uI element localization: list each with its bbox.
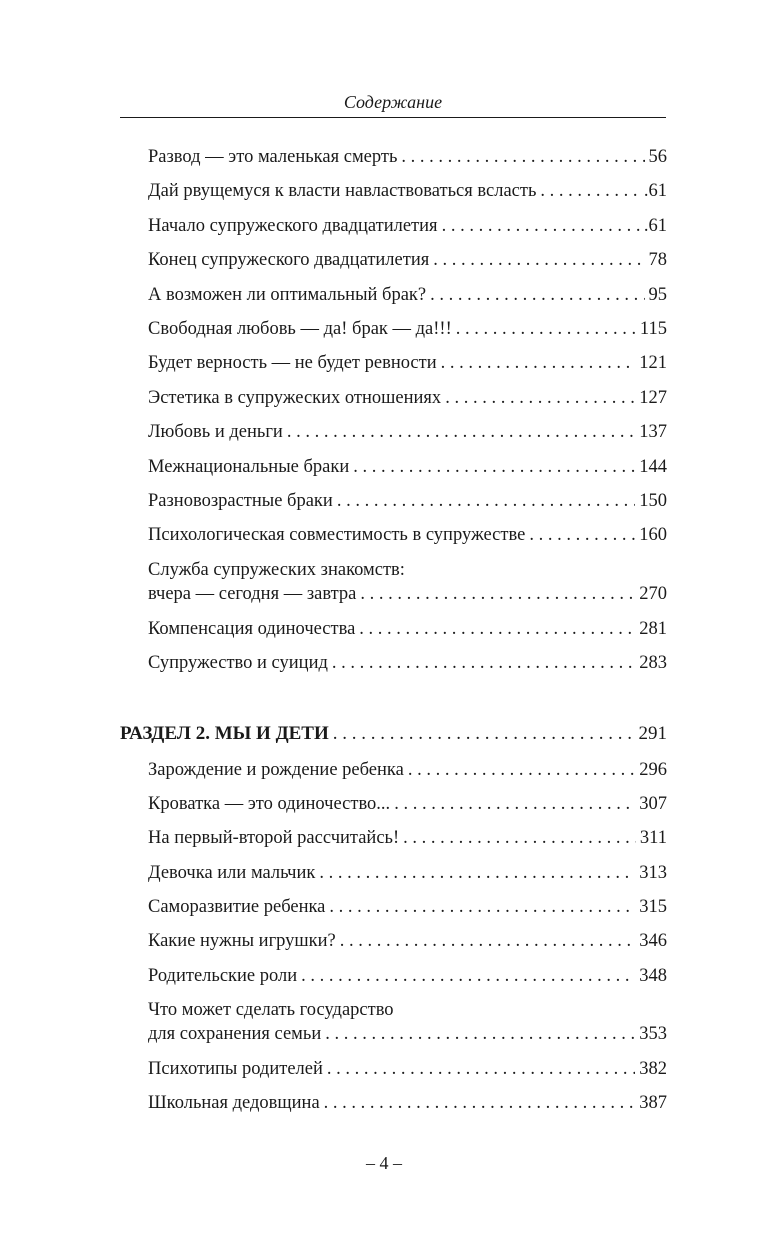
- toc-entry-page: 348: [639, 966, 667, 986]
- leader-dots: [408, 759, 635, 781]
- toc-entry-page: .61: [643, 181, 667, 201]
- toc-entry-title-line1[interactable]: Что может сделать государство: [148, 1000, 394, 1020]
- leader-dots: [394, 793, 635, 815]
- toc-entry-page: 121: [639, 353, 667, 373]
- leader-dots: [324, 1092, 636, 1114]
- section-heading[interactable]: [120, 723, 667, 745]
- toc-entry-title: Развод — это маленькая смерть: [148, 147, 398, 167]
- leader-dots: [327, 1058, 635, 1080]
- toc-entry[interactable]: [148, 1023, 667, 1045]
- leader-dots: [430, 284, 644, 306]
- toc-entry-page: .61: [643, 216, 667, 236]
- toc-entry-title: Какие нужны игрушки?: [148, 931, 336, 951]
- leader-dots: [287, 421, 635, 443]
- toc-entry[interactable]: [148, 456, 667, 478]
- toc-entry-title: Свободная любовь — да! брак — да!!!: [148, 319, 452, 339]
- toc-entry[interactable]: [148, 583, 667, 605]
- toc-entry[interactable]: [148, 652, 667, 674]
- toc-entry[interactable]: [148, 862, 667, 884]
- page-number: – 4 –: [366, 1153, 402, 1173]
- toc-entry-title: Психотипы родителей: [148, 1059, 323, 1079]
- leader-dots: [433, 249, 644, 271]
- toc-entry-title: Конец супружеского двадцатилетия: [148, 250, 430, 270]
- toc-entry[interactable]: [148, 618, 667, 640]
- toc-entry[interactable]: [148, 793, 667, 815]
- toc-entry-title: Начало супружеского двадцатилетия: [148, 216, 438, 236]
- toc-entry-title: Родительские роли: [148, 966, 298, 986]
- leader-dots: [456, 318, 636, 340]
- section-heading-title: РАЗДЕЛ 2. МЫ И ДЕТИ: [120, 723, 329, 744]
- toc-entry[interactable]: [148, 1058, 667, 1080]
- toc-entry-page: 115: [639, 319, 667, 339]
- toc-entry-title: Супружество и суицид: [148, 653, 328, 673]
- toc-entry-title: Зарождение и рождение ребенка: [148, 760, 404, 780]
- toc-entry[interactable]: [148, 180, 667, 202]
- toc-entry-title: для сохранения семьи: [148, 1024, 322, 1044]
- leader-dots: [401, 146, 644, 168]
- toc-entry[interactable]: [148, 249, 667, 271]
- running-head-title: Содержание: [343, 92, 443, 112]
- toc-entry-title: На первый-второй рассчитайсь!: [148, 828, 400, 848]
- leader-dots: [403, 827, 636, 849]
- header-rule: [120, 117, 666, 118]
- leader-dots: [301, 965, 635, 987]
- toc-entry-page: 160: [639, 525, 667, 545]
- leader-dots: [540, 180, 639, 202]
- toc-entry-page: 296: [639, 760, 667, 780]
- toc-entry-page: 144: [639, 457, 667, 477]
- toc-entry-page: 313: [639, 863, 667, 883]
- toc-entry-title: Компенсация одиночества: [148, 619, 356, 639]
- toc-entry-title: Психологическая совместимость в супружестве: [148, 525, 526, 545]
- section-heading-page: 291: [638, 723, 667, 744]
- leader-dots: [441, 352, 636, 374]
- toc-entry-page: 353: [639, 1024, 667, 1044]
- toc-entry-title: вчера — сегодня — завтра: [148, 584, 357, 604]
- toc-entry-page: 387: [639, 1093, 667, 1113]
- leader-dots: [332, 652, 635, 674]
- toc-entry[interactable]: [148, 284, 667, 306]
- toc-entry-title: А возможен ли оптимальный брак?: [148, 285, 427, 305]
- toc-entry[interactable]: [148, 1092, 667, 1114]
- toc-entry-page: 127: [639, 388, 667, 408]
- leader-dots: [325, 1023, 635, 1045]
- toc-entry-title: Дай рвущемуся к власти навластвоваться всласть: [148, 181, 537, 201]
- leader-dots: [353, 456, 635, 478]
- toc-entry-page: 78: [648, 250, 667, 270]
- leader-dots: [329, 896, 635, 918]
- toc-entry-page: 150: [639, 491, 667, 511]
- toc-entry-page: 137: [639, 422, 667, 442]
- toc-entry-title: Девочка или мальчик: [148, 863, 316, 883]
- toc-entry[interactable]: [148, 387, 667, 409]
- toc-entry-page: 346: [639, 931, 667, 951]
- toc-entry[interactable]: [148, 421, 667, 443]
- leader-dots: [333, 723, 635, 745]
- leader-dots: [445, 387, 635, 409]
- leader-dots: [319, 862, 635, 884]
- toc-entry[interactable]: [148, 352, 667, 374]
- leader-dots: [359, 618, 635, 640]
- toc-entry[interactable]: [148, 930, 667, 952]
- toc-entry-page: 307: [639, 794, 667, 814]
- toc-entry-title: Межнациональные браки: [148, 457, 350, 477]
- toc-entry-page: 95: [648, 285, 667, 305]
- toc-entry-title: Эстетика в супружеских отношениях: [148, 388, 442, 408]
- toc-entry[interactable]: [148, 215, 667, 237]
- toc-entry-page: 270: [639, 584, 667, 604]
- toc-entry[interactable]: [148, 759, 667, 781]
- leader-dots: [442, 215, 640, 237]
- toc-entry[interactable]: [148, 490, 667, 512]
- toc-entry[interactable]: [148, 524, 667, 546]
- toc-entry-title: Кроватка — это одиночество...: [148, 794, 391, 814]
- toc-entry-page: 283: [639, 653, 667, 673]
- leader-dots: [529, 524, 635, 546]
- toc-entry-title-line1[interactable]: Служба супружеских знакомств:: [148, 560, 405, 580]
- leader-dots: [360, 583, 635, 605]
- toc-entry[interactable]: [148, 896, 667, 918]
- toc-entry[interactable]: [148, 318, 667, 340]
- toc-entry-title: Саморазвитие ребенка: [148, 897, 326, 917]
- toc-entry-title: Школьная дедовщина: [148, 1093, 320, 1113]
- toc-entry[interactable]: [148, 827, 667, 849]
- toc-entry[interactable]: [148, 146, 667, 168]
- toc-entry-title: Будет верность — не будет ревности: [148, 353, 437, 373]
- toc-entry-page: 382: [639, 1059, 667, 1079]
- toc-entry-title: Любовь и деньги: [148, 422, 283, 442]
- toc-entry-title: Разновозрастные браки: [148, 491, 333, 511]
- toc-entry-page: 281: [639, 619, 667, 639]
- toc-entry-page: 315: [639, 897, 667, 917]
- toc-entry-page: 311: [639, 828, 667, 848]
- leader-dots: [340, 930, 635, 952]
- toc-entry-page: 56: [648, 147, 667, 167]
- leader-dots: [337, 490, 635, 512]
- toc-entry[interactable]: [148, 965, 667, 987]
